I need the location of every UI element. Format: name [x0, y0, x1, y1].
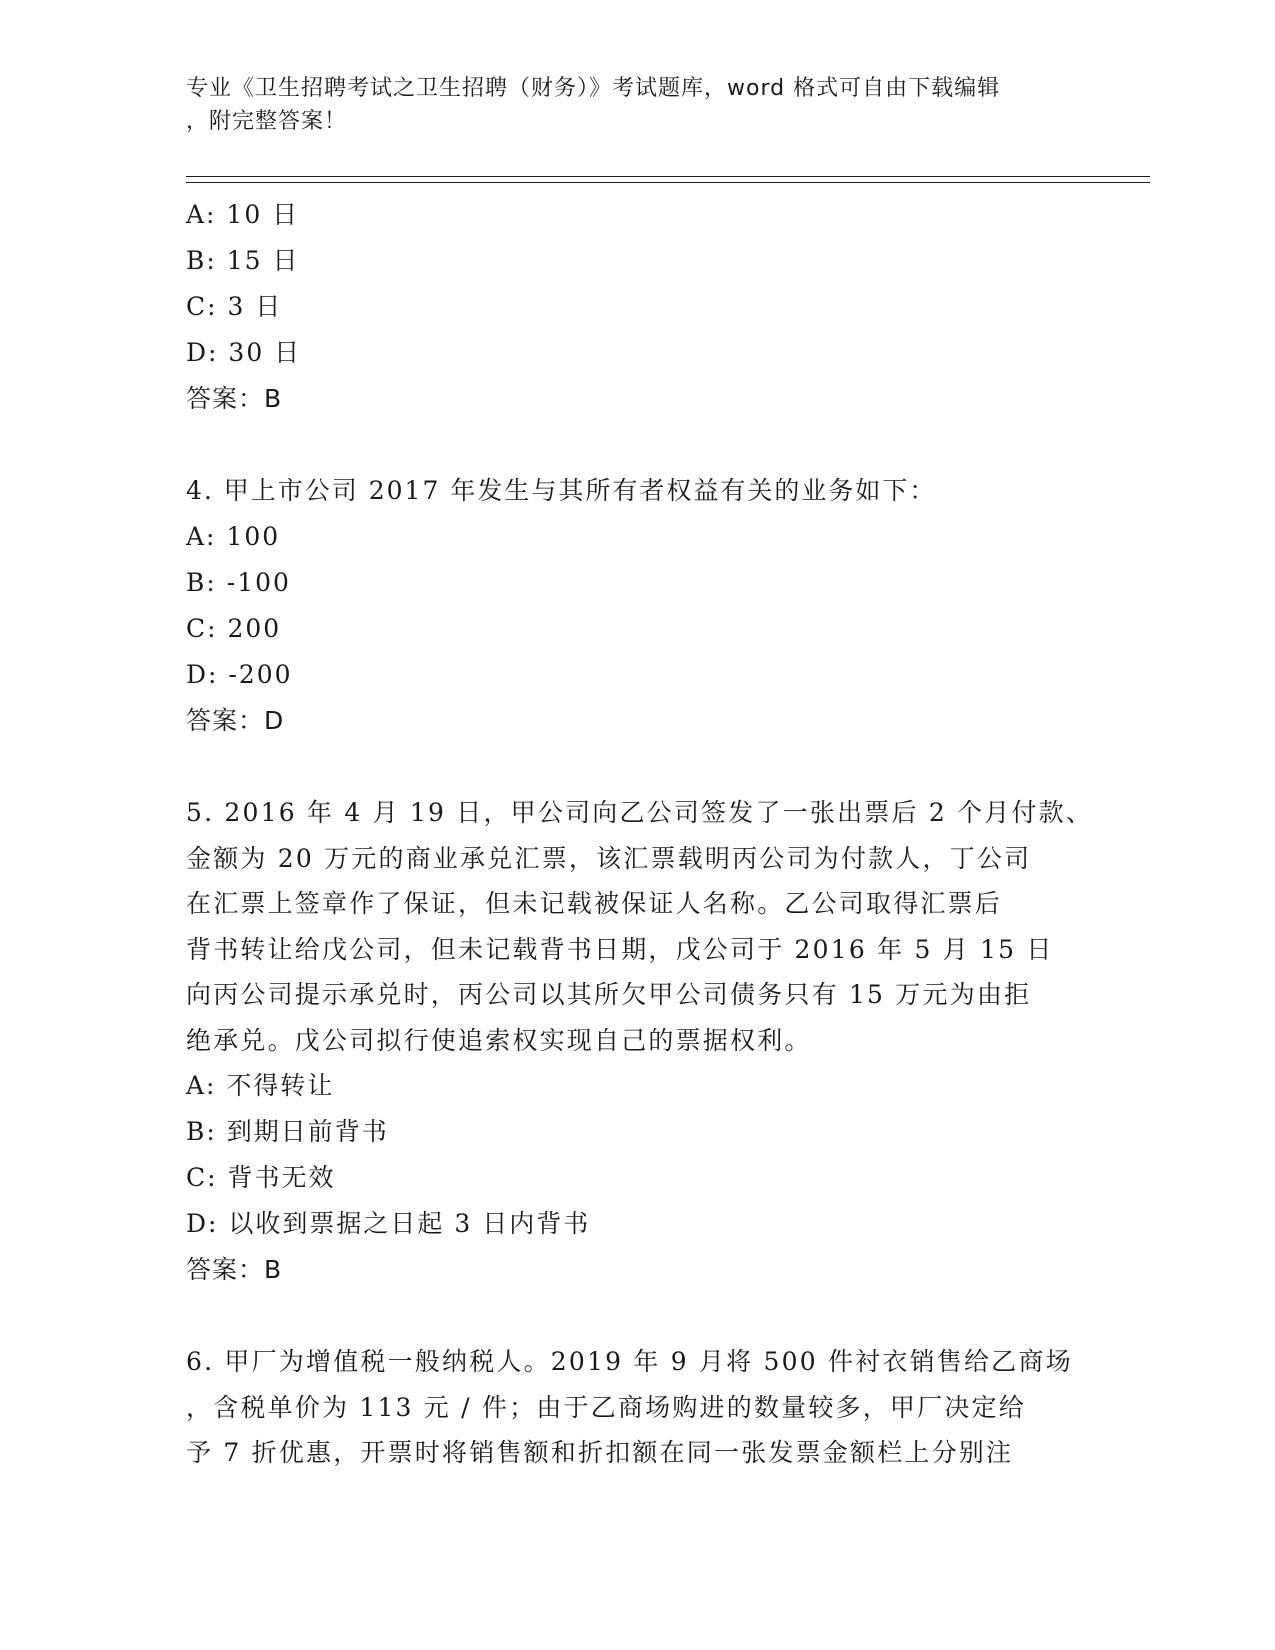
header-line-2: ，附完整答案！: [186, 109, 348, 134]
q5-question-line: 金额为 20 万元的商业承兑汇票，该汇票载明丙公司为付款人，丁公司: [186, 843, 1032, 873]
q6-question-line: 6. 甲厂为增值税一般纳税人。2019 年 9 月将 500 件衬衣销售给乙商场: [186, 1347, 1073, 1376]
q6-question-line: 予 7 折优惠，开票时将销售额和折扣额在同一张发票金额栏上分别注: [186, 1438, 1014, 1467]
spacer: [186, 422, 1086, 468]
q4-option-b: B: -100: [186, 568, 291, 597]
document-header: [186, 72, 1066, 138]
q3-option-c: C: 3 日: [186, 292, 283, 321]
q5-option-b: B: 到期日前背书: [186, 1117, 389, 1146]
q5-option-a: A: 不得转让: [186, 1071, 335, 1100]
q5-question-line: 向丙公司提示承兑时，丙公司以其所欠甲公司债务只有 15 万元为由拒: [186, 980, 1032, 1009]
q5-option-d: D: 以收到票据之日起 3 日内背书: [186, 1209, 591, 1238]
q4-option-c: C: 200: [186, 614, 282, 643]
q5-question-line: 绝承兑。戊公司拟行使追索权实现自己的票据权利。: [186, 1025, 812, 1055]
q3-answer: 答案：B: [186, 384, 283, 413]
q6-question: [186, 1339, 1073, 1476]
header-line-1: 专业《卫生招聘考试之卫生招聘（财务）》考试题库，word 格式可自由下载编辑: [186, 76, 1001, 101]
question-3-block: [186, 192, 1086, 422]
q6-question-line: ，含税单价为 113 元 / 件；由于乙商场购进的数量较多，甲厂决定给: [186, 1392, 1026, 1422]
question-4-block: [186, 468, 1086, 744]
q3-option-b: B: 15 日: [186, 246, 300, 275]
question-5-block: [186, 790, 1094, 1293]
q5-option-c: C: 背书无效: [186, 1163, 336, 1192]
q5-question-line: 在汇票上签章作了保证，但未记载被保证人名称。乙公司取得汇票后: [186, 889, 1003, 918]
header-divider-top: [186, 176, 1150, 177]
spacer: [186, 744, 1086, 790]
q4-question: 4. 甲上市公司 2017 年发生与其所有者权益有关的业务如下：: [186, 476, 937, 505]
q4-option-d: D: -200: [186, 660, 293, 689]
q3-option-a: A: 10 日: [186, 200, 300, 229]
spacer: [186, 1293, 1086, 1339]
q4-option-a: A: 100: [186, 522, 281, 551]
q5-question: [186, 790, 1094, 1063]
question-6-block: [186, 1339, 1086, 1476]
q4-answer: 答案：D: [186, 706, 285, 735]
header-divider-bottom: [186, 182, 1150, 183]
q5-question-line: 5. 2016 年 4 月 19 日，甲公司向乙公司签发了一张出票后 2 个月付款、: [186, 798, 1094, 827]
document-body: [186, 192, 1094, 1476]
q3-option-d: D: 30 日: [186, 338, 302, 367]
q5-question-line: 背书转让给戊公司，但未记载背书日期，戊公司于 2016 年 5 月 15 日: [186, 934, 1054, 964]
q5-answer: 答案：B: [186, 1255, 283, 1284]
